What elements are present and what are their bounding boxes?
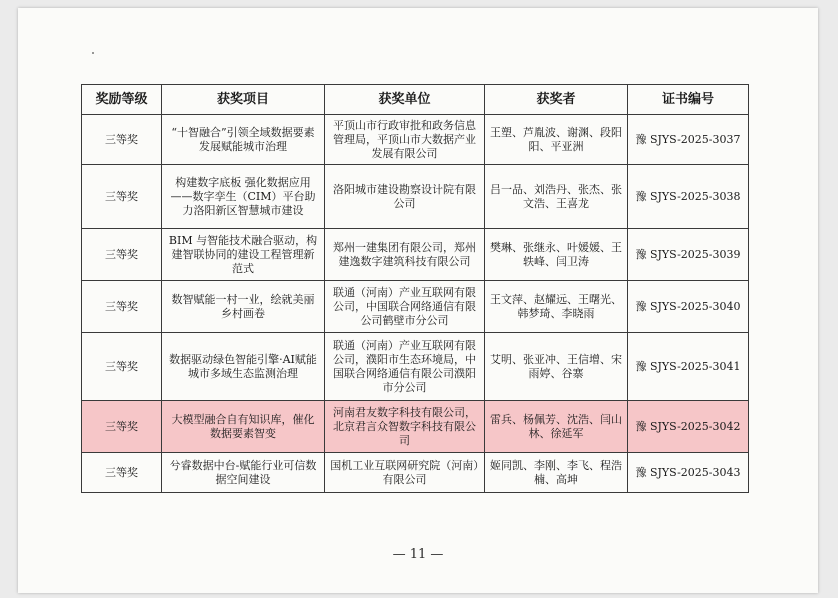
table-row [82, 453, 749, 493]
cell-project: 数据驱动绿色智能引擎·AI赋能城市多域生态监测治理 [162, 333, 325, 401]
cell-unit: 郑州一建集团有限公司，郑州建逸数字建筑科技有限公司 [325, 229, 485, 281]
cell-level: 三等奖 [82, 115, 162, 165]
cell-unit: 国机工业互联网研究院（河南）有限公司 [325, 453, 485, 493]
table-header-row [82, 85, 749, 115]
header-cert: 证书编号 [628, 85, 749, 115]
cell-winners: 艾明、张亚冲、王信增、宋雨婷、谷寨 [485, 333, 628, 401]
cell-level: 三等奖 [82, 401, 162, 453]
cell-winners: 吕一品、刘浩丹、张杰、张文浩、王喜龙 [485, 165, 628, 229]
cell-unit: 联通（河南）产业互联网有限公司，濮阳市生态环境局，中国联合网络通信有限公司濮阳市分公司 [325, 333, 485, 401]
cell-cert: 豫 SJYS-2025-3043 [628, 453, 749, 493]
page-number: — 11 — [392, 547, 444, 562]
cell-cert: 豫 SJYS-2025-3037 [628, 115, 749, 165]
cell-level: 三等奖 [82, 281, 162, 333]
cell-winners: 姬同凯、李刚、李飞、程浩楠、高坤 [485, 453, 628, 493]
header-unit: 获奖单位 [325, 85, 485, 115]
document-page [18, 8, 818, 593]
cell-cert: 豫 SJYS-2025-3041 [628, 333, 749, 401]
cell-cert: 豫 SJYS-2025-3038 [628, 165, 749, 229]
cell-project: BIM 与智能技术融合驱动，构建智联协同的建设工程管理新范式 [162, 229, 325, 281]
header-level: 奖励等级 [82, 85, 162, 115]
cell-winners: 樊琳、张继永、叶媛媛、王轶峰、闫卫涛 [485, 229, 628, 281]
header-project: 获奖项目 [162, 85, 325, 115]
cell-unit: 平顶山市行政审批和政务信息管理局，平顶山市大数据产业发展有限公司 [325, 115, 485, 165]
cell-cert: 豫 SJYS-2025-3039 [628, 229, 749, 281]
cell-unit: 联通（河南）产业互联网有限公司，中国联合网络通信有限公司鹤壁市分公司 [325, 281, 485, 333]
cell-level: 三等奖 [82, 453, 162, 493]
cell-project: 构建数字底板 强化数据应用——数字孪生（CIM）平台助力洛阳新区智慧城市建设 [162, 165, 325, 229]
awards-table [81, 84, 749, 493]
cell-level: 三等奖 [82, 165, 162, 229]
table-row [82, 165, 749, 229]
cell-project: 数智赋能一村一业，绘就美丽乡村画卷 [162, 281, 325, 333]
table-row [82, 333, 749, 401]
table-row [82, 401, 749, 453]
cell-project: 兮睿数据中台-赋能行业可信数据空间建设 [162, 453, 325, 493]
table-row [82, 229, 749, 281]
cell-unit: 洛阳城市建设勘察设计院有限公司 [325, 165, 485, 229]
cell-project: 大模型融合自有知识库，催化数据要素智变 [162, 401, 325, 453]
cell-level: 三等奖 [82, 229, 162, 281]
table-row [82, 115, 749, 165]
table-row [82, 281, 749, 333]
cell-winners: 雷兵、杨佩芳、沈浩、闫山林、徐延军 [485, 401, 628, 453]
header-winners: 获奖者 [485, 85, 628, 115]
cell-unit: 河南君友数字科技有限公司，北京君言众智数字科技有限公司 [325, 401, 485, 453]
cell-level: 三等奖 [82, 333, 162, 401]
cell-project: “十智融合”引领全域数据要素发展赋能城市治理 [162, 115, 325, 165]
cell-cert: 豫 SJYS-2025-3042 [628, 401, 749, 453]
cell-cert: 豫 SJYS-2025-3040 [628, 281, 749, 333]
scan-speck [92, 52, 94, 54]
cell-winners: 王文萍、赵耀远、王曙光、韩梦琦、李晓雨 [485, 281, 628, 333]
cell-winners: 王塑、芦胤波、谢渊、段阳阳、平亚洲 [485, 115, 628, 165]
